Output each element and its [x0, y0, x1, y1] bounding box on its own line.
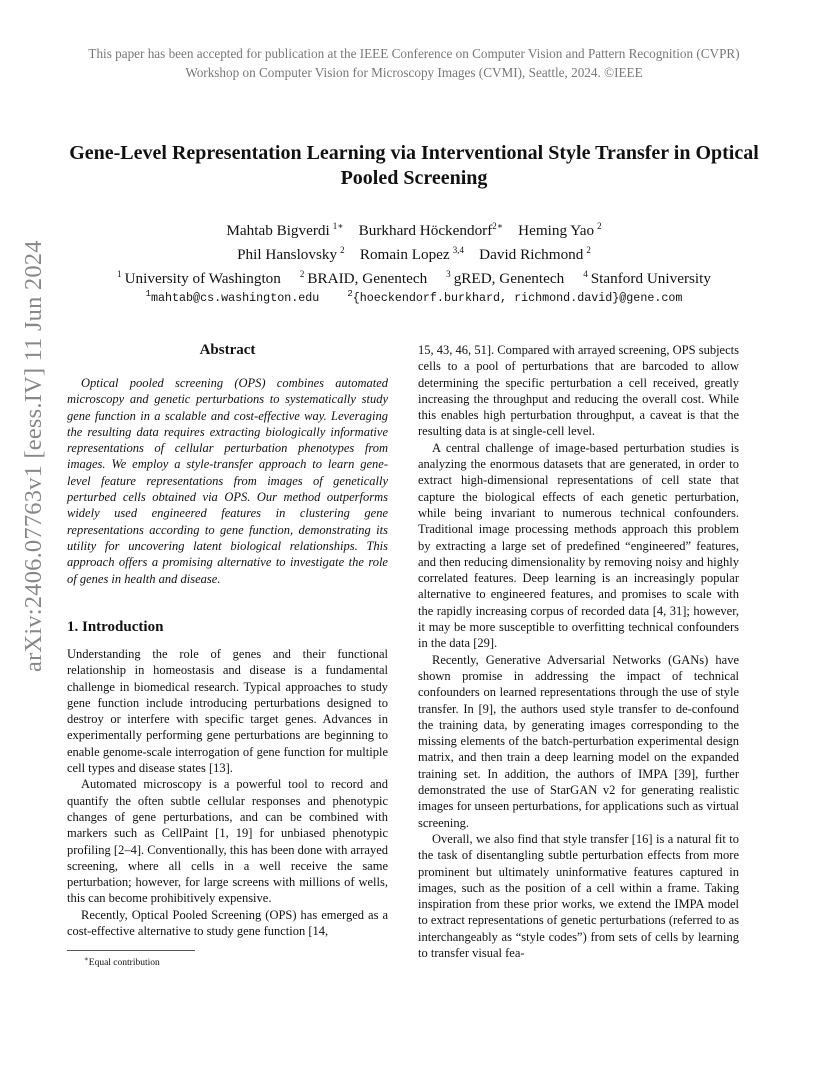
introduction-body [67, 646, 388, 939]
paragraph: 15, 43, 46, 51]. Compared with arrayed screening, OPS subjects cells to a pool of perturbations that are barcoded to allow determining the specific perturbation a cell received, greatly increasing the throughput and reducing the overall cost. While this enables high perturbation throughput, a caveat is that the resulting data is at single-cell level. [418, 343, 739, 439]
paragraph: Overall, we also find that style transfer [16] is a natural fit to the task of disentangling subtle perturbation effects from more prominent but ultimately uninformative features captured in images, such as the position of a cell within a frame. Taking inspiration from these prior works, we extend the IMPA model to extract representations of genetic perturbations (referred to as interchangeably as “style codes”) from sets of cells by learning to transfer visual fea- [418, 831, 739, 960]
section-heading-introduction: 1. Introduction [67, 619, 164, 635]
affiliation: University of Washington [124, 270, 281, 288]
email-addresses: $^1$mahtab@cs.washington.edu $^2${hoeckendorf.burkhard, richmond.david}@gene.com [145, 289, 683, 305]
arxiv-stamp: arXiv:2406.07763v1 [eess.IV] 11 Jun 2024 [20, 240, 47, 672]
paragraph: Automated microscopy is a powerful tool to record and quantify the often subtle cellular responses and phenotypic changes of gene perturbations, and can be combined with markers such as CellPaint [1, 19] for unbiased phenotypic profiling [2–4]. Conventionally, this has been done with arrayed screening, where all cells in a well receive the same perturbation; however, for large screens with millions of wells, this can become prohibitively expensive. [67, 777, 388, 906]
author-name: Mahtab Bigverdi [226, 222, 330, 240]
paper-title: Gene-Level Representation Learning via Interventional Style Transfer in Optical Pooled Screening [69, 142, 759, 189]
author-sup: 1∗ [332, 221, 344, 231]
footnote: ∗Equal contribution [84, 955, 160, 969]
author-sup: 2∗ [492, 221, 503, 231]
footnote-divider [67, 950, 195, 951]
affiliations: $^1$ University of Washington $^2$ BRAID, Genentech $^3$ gRED, Genentech $^4$ Stanford University [117, 269, 711, 288]
author-name: Heming Yao [518, 222, 595, 240]
author-sup: 2 [586, 244, 591, 255]
notice-line-1: This paper has been accepted for publication at the IEEE Conference on Computer Vision and Pattern Recognition (CVPR) [88, 46, 740, 61]
author-sup: 2 [340, 244, 345, 255]
publication-notice [0, 44, 828, 82]
affiliation: Stanford University [590, 270, 711, 288]
author-list [0, 217, 828, 264]
abstract-text: Optical pooled screening (OPS) combines automated microscopy and genetic perturbations to systematically study gene function in a scalable and cost-effective way. Leveraging the resulting data requires extracting biologically informative representations of cellular perturbation phenotypes from images. We employ a style-transfer approach to learn gene-level feature representations from images of genetically perturbed cells obtained via OPS. Our method outperforms widely used engineered features in clustering gene representations according to gene function, demonstrating its utility for uncovering latent biological relationships. This approach offers a promising alternative to investigate the role of genes in health and disease. [67, 376, 388, 586]
paragraph: A central challenge of image-based perturbation studies is analyzing the enormous datasets that are generated, in order to extract high-dimensional representations of cell state that capture the biological effects of each genetic perturbation, while being invariant to numerous technical confounders. Traditional image processing methods approach this problem by extracting a large set of predefined “engineered” features, and then reducing dimensionality by removing noisy and highly correlated features. Deep learning is an increasingly popular alternative to engineered features, and promises to scale with the rapidly increasing corpus of recorded data [4, 31]; however, it may be more susceptible to overfitting technical confounders in the data [29]. [418, 440, 739, 651]
author-name: Romain Lopez [359, 245, 450, 263]
paragraph: Recently, Optical Pooled Screening (OPS) has emerged as a cost-effective alternative to study gene function [14, [67, 907, 388, 939]
email-link[interactable]: mahtab@cs.washington.edu [150, 290, 320, 305]
author-sup: 2 [597, 221, 602, 231]
author-sup: 3,4 [452, 244, 464, 255]
affiliation: BRAID, Genentech [307, 270, 428, 288]
author-name: Phil Hanslovsky [237, 245, 338, 263]
author-name: Burkhard Höckendorf [358, 222, 493, 240]
paragraph: Understanding the role of genes and their functional relationship in homeostasis and disease is a fundamental challenge in biomedical research. Typical approaches to study gene function include introducing perturbations designed to destroy or interfere with specific target genes. Advances in experimentally performing gene perturbations are beginning to enable genome-scale interrogation of gene function for multiple cell types and disease states [13]. [67, 647, 388, 776]
author-name: David Richmond [479, 245, 584, 263]
affiliation: gRED, Genentech [453, 270, 565, 288]
abstract-heading: Abstract [199, 342, 256, 358]
email-link[interactable]: {hoeckendorf.burkhard, richmond.david}@gene.com [352, 290, 683, 305]
paragraph: Recently, Generative Adversarial Networks (GANs) have shown promise in addressing the impact of technical confounders on learned representations through the use of style transfer. In [9], the authors used style transfer to de-confound the training data, by generating images corresponding to the missing elements of the batch-perturbation experimental design matrix, and then train a deep learning model on the expanded training set. In addition, the authors of IMPA [39], further demonstrated the use of StarGAN v2 for generating realistic images for unseen perturbations, for applications such as virtual screening. [418, 652, 739, 830]
notice-line-2: Workshop on Computer Vision for Microscopy Images (CVMI), Seattle, 2024. ©IEEE [185, 65, 643, 80]
right-column-body [418, 342, 739, 961]
